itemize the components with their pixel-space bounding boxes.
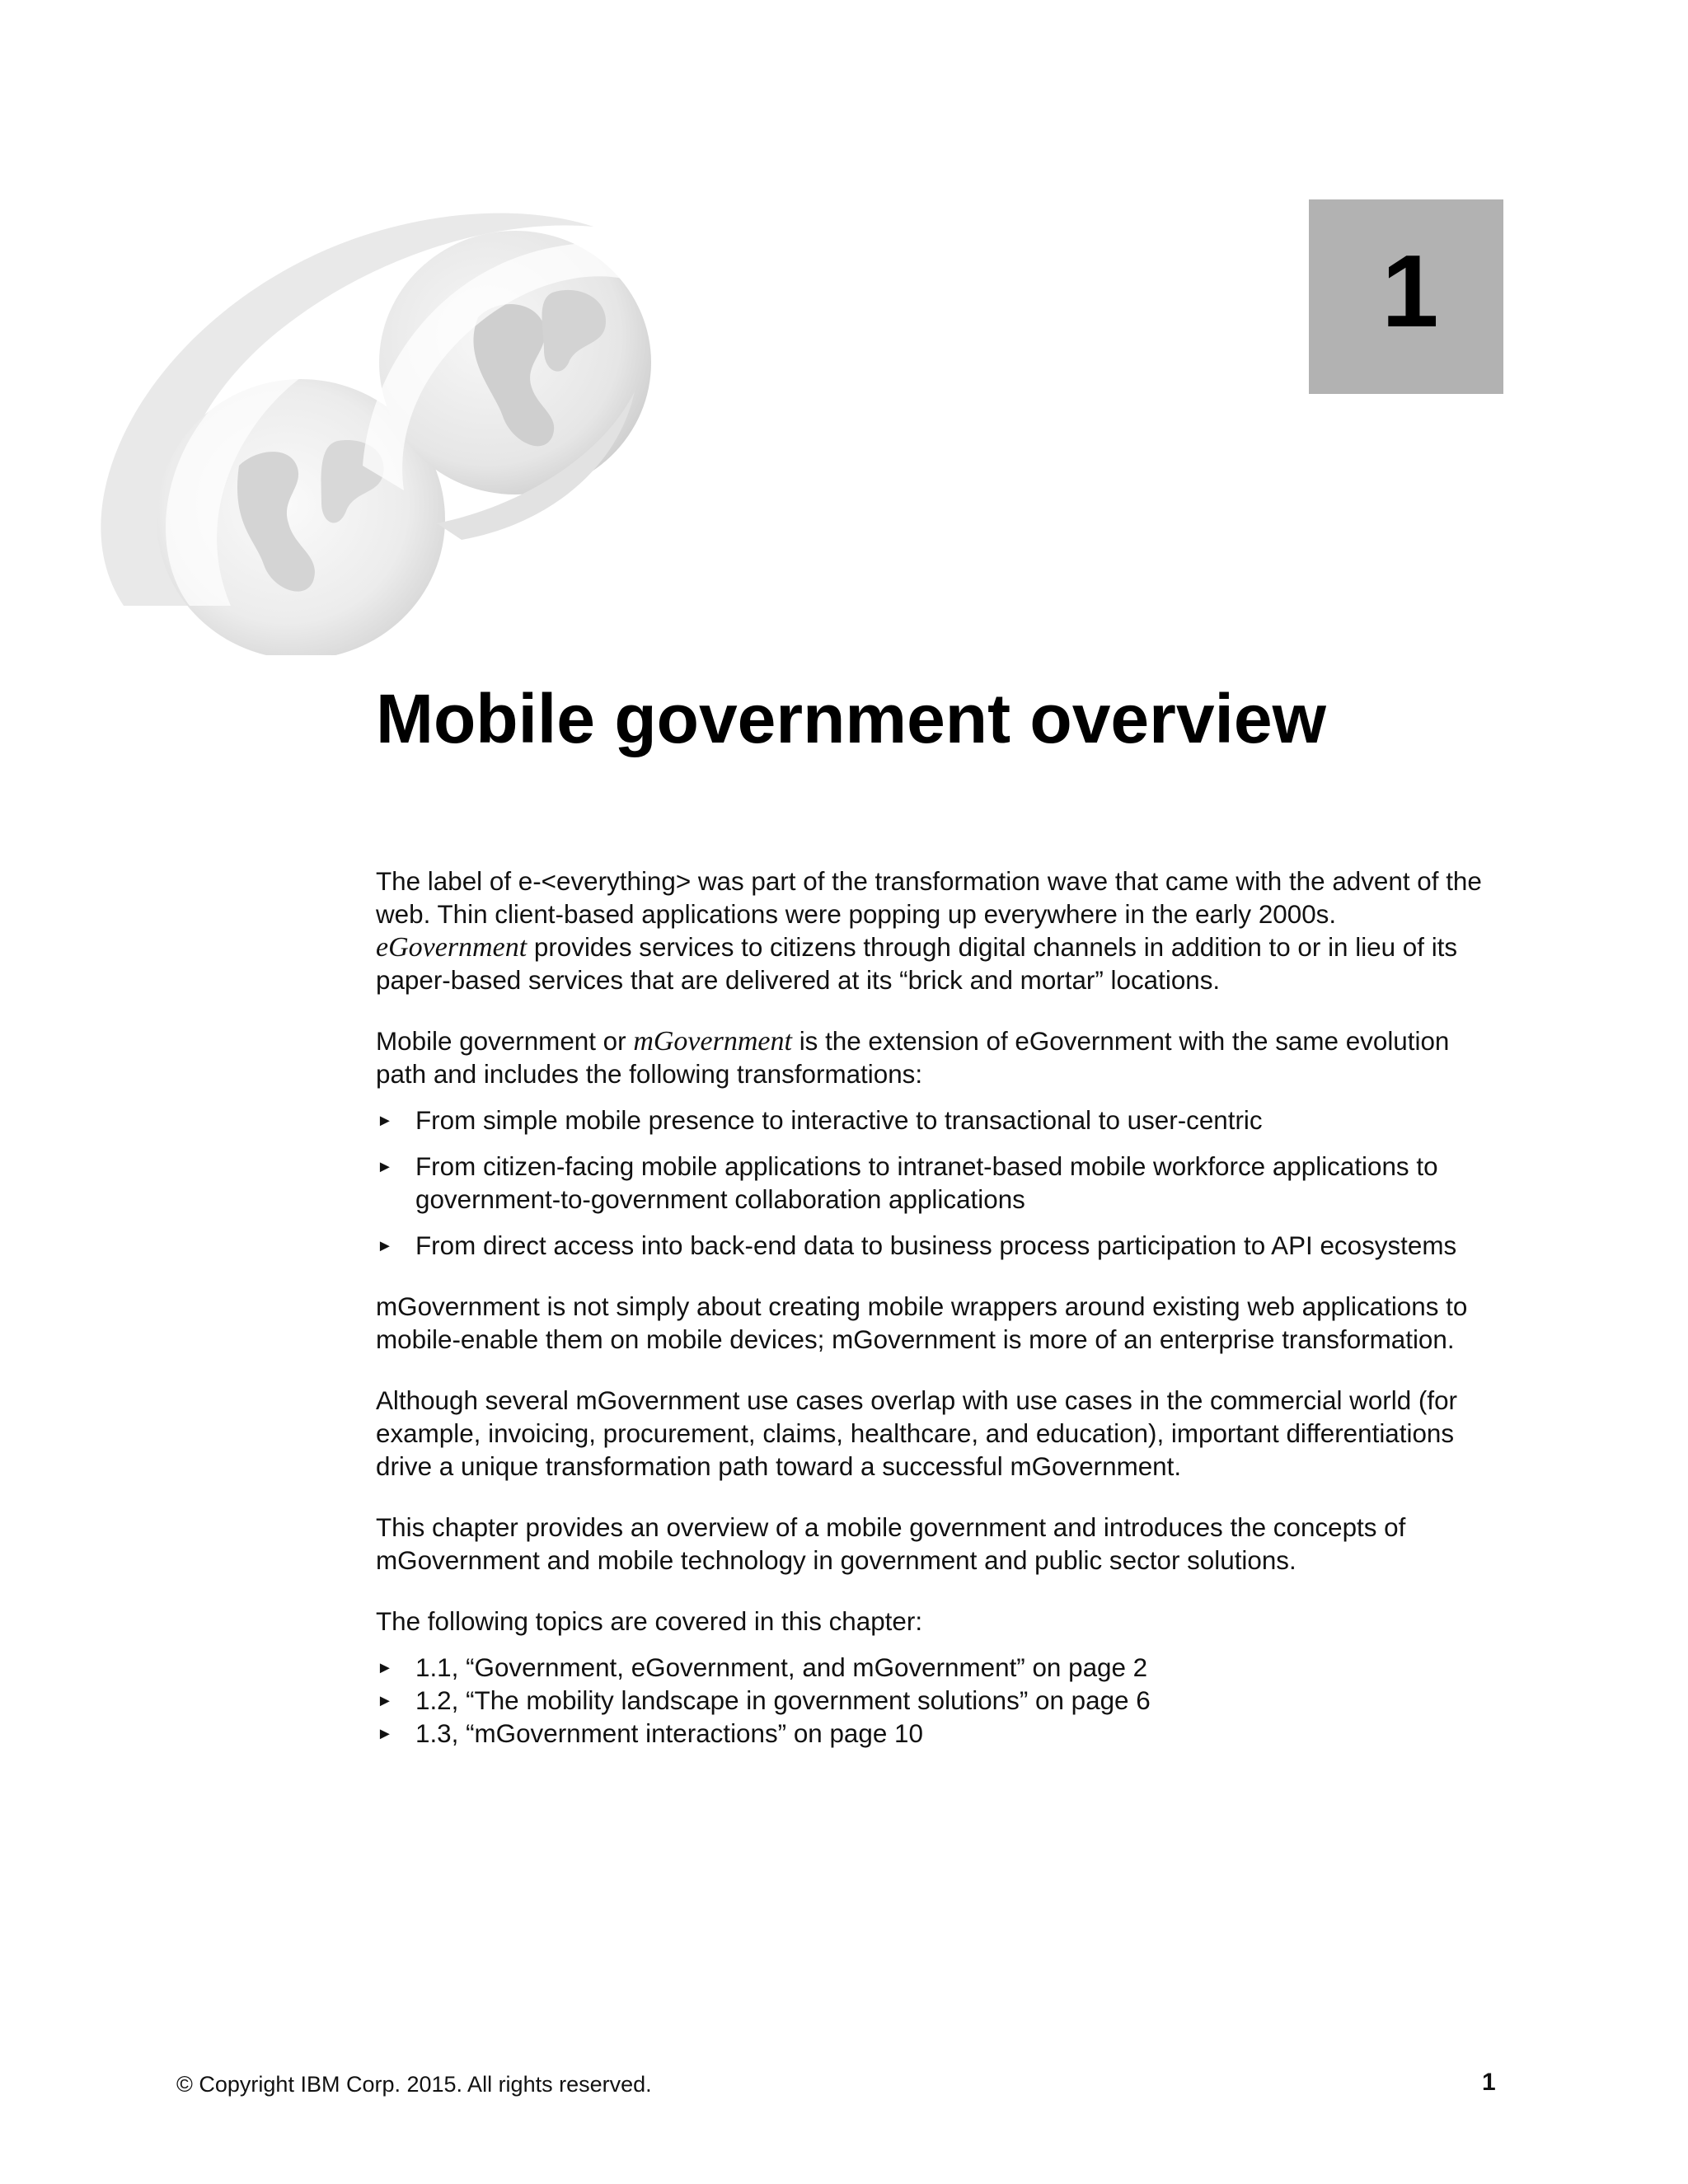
paragraph-mgovernment: Mobile government or mGovernment is the extension of eGovernment with the same evolution path and includes the following transformations: bbox=[376, 1026, 1450, 1089]
topics-list bbox=[376, 1652, 1507, 1750]
topic-link[interactable]: ► 1.2, “The mobility landscape in government solutions” on page 6 bbox=[376, 1685, 1507, 1718]
paragraph-chapter-overview: This chapter provides an overview of a mobile government and introduces the concepts of mGovernment and mobile technology in government and public sector solutions. bbox=[376, 1513, 1406, 1575]
topic-link[interactable]: ► 1.1, “Government, eGovernment, and mGovernment” on page 2 bbox=[376, 1652, 1507, 1685]
list-item: ► From direct access into back-end data to business process participation to API ecosystems bbox=[376, 1230, 1507, 1263]
page-number: 1 bbox=[1482, 2069, 1496, 2096]
paragraph-use-cases: Although several mGovernment use cases overlap with use cases in the commercial world (for example, invoicing, procurement, claims, healthcare, and education), important differentiations drive a unique transformation path toward a successful mGovernment. bbox=[376, 1386, 1457, 1481]
paragraph-enterprise: mGovernment is not simply about creating mobile wrappers around existing web applications to mobile-enable them on mobile devices; mGovernment is more of an enterprise transformation. bbox=[376, 1292, 1468, 1354]
triangle-right-icon: ► bbox=[377, 1112, 393, 1130]
topic-link[interactable]: ► 1.3, “mGovernment interactions” on page 10 bbox=[376, 1718, 1507, 1750]
list-item: ► From simple mobile presence to interactive to transactional to user-centric bbox=[376, 1104, 1507, 1137]
triangle-right-icon: ► bbox=[377, 1158, 393, 1176]
copyright-notice: © Copyright IBM Corp. 2015. All rights reserved. bbox=[176, 2072, 652, 2097]
triangle-right-icon: ► bbox=[377, 1237, 393, 1255]
chapter-number: 1 bbox=[1381, 235, 1439, 349]
transformations-list bbox=[376, 1104, 1507, 1263]
list-item: ► From citizen-facing mobile applications to intranet-based mobile workforce applications to government-to-government collaboration applications bbox=[377, 1152, 1438, 1214]
body-text bbox=[376, 865, 1507, 1779]
paragraph-intro: The label of e-<everything> was part of the transformation wave that came with the advent of the web. Thin client-based applications were popping up everywhere in the early 2000s. eGovernment provides services to citizens through digital channels in addition to or in lieu of its paper-based services that are delivered at its “brick and mortar” locations. bbox=[376, 867, 1482, 995]
triangle-right-icon: ► bbox=[377, 1659, 393, 1677]
paragraph-topics-intro: The following topics are covered in this chapter: bbox=[376, 1607, 923, 1636]
globe-swirl-icon bbox=[91, 194, 659, 655]
chapter-title: Mobile government overview bbox=[376, 680, 1326, 757]
term-egovernment: eGovernment bbox=[376, 932, 528, 963]
triangle-right-icon: ► bbox=[377, 1725, 393, 1743]
triangle-right-icon: ► bbox=[377, 1692, 393, 1710]
term-mgovernment: mGovernment bbox=[633, 1026, 792, 1057]
chapter-number-box bbox=[1309, 199, 1503, 394]
